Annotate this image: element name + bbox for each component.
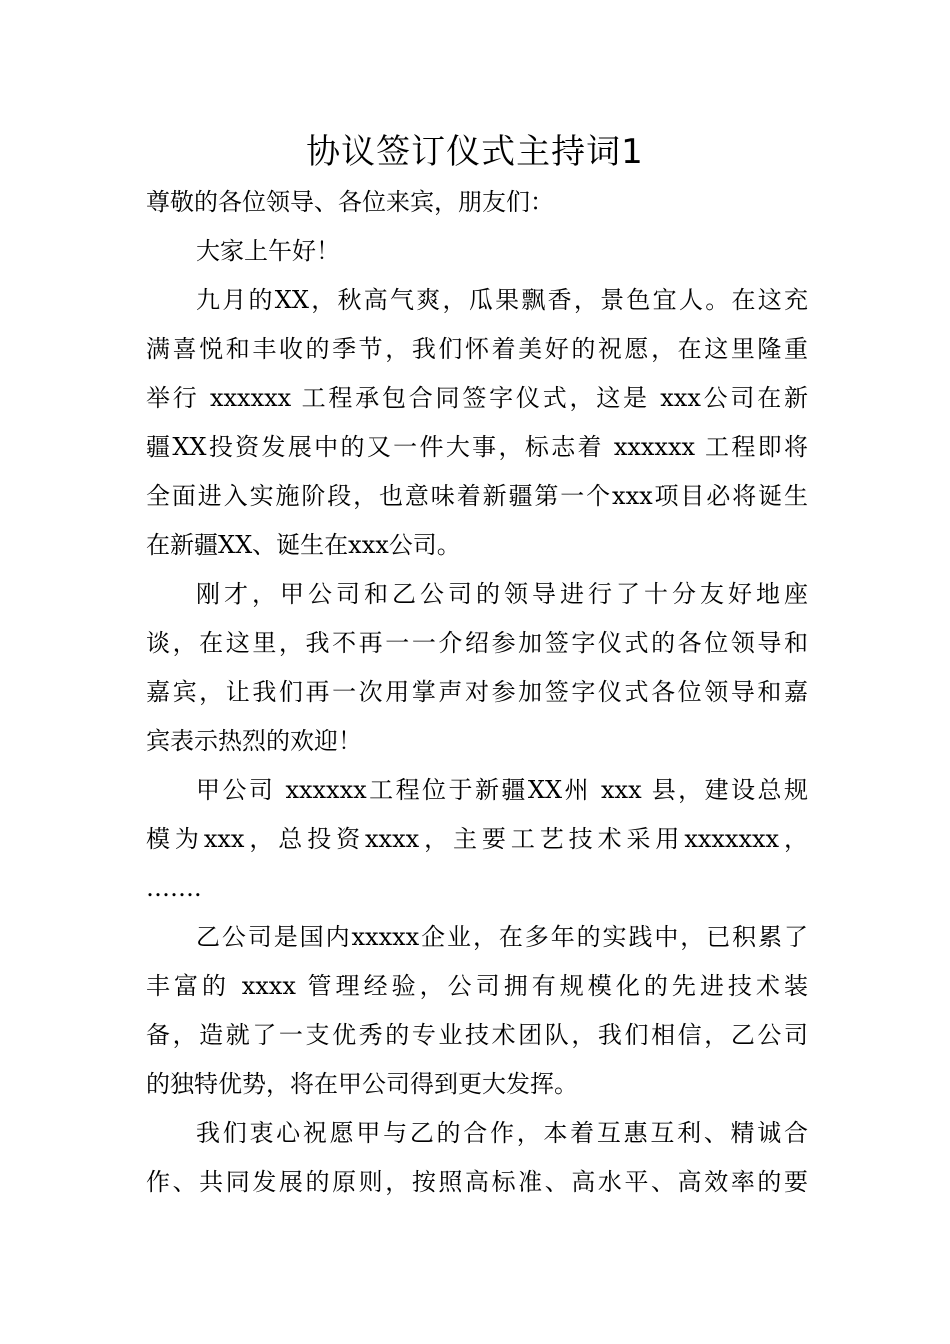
body-line: 谈，在这里，我不再一一介绍参加签字仪式的各位领导和 (146, 629, 808, 657)
body-line: 的独特优势，将在甲公司得到更大发挥。 (146, 1070, 578, 1098)
body-line: 刚才，甲公司和乙公司的领导进行了十分友好地座 (196, 580, 808, 608)
body-line: 满喜悦和丰收的季节，我们怀着美好的祝愿，在这里隆重 (146, 335, 808, 363)
body-line: 尊敬的各位领导、各位来宾，朋友们： (146, 188, 554, 216)
body-line: ……. (146, 874, 202, 902)
body-line: 备，造就了一支优秀的专业技术团队，我们相信，乙公司 (146, 1021, 808, 1049)
body-line: 丰富的 xxxx 管理经验，公司拥有规模化的先进技术装 (146, 972, 808, 1000)
document-title: 协议签订仪式主持词1 (306, 132, 644, 172)
body-line: 作、共同发展的原则，按照高标准、高水平、高效率的要 (146, 1168, 808, 1196)
body-line: 举行 xxxxxx 工程承包合同签字仪式，这是 xxx公司在新 (146, 384, 808, 412)
body-line: 九月的XX，秋高气爽，瓜果飘香，景色宜人。在这充 (196, 286, 808, 314)
body-line: 疆XX投资发展中的又一件大事，标志着 xxxxxx 工程即将 (146, 433, 808, 461)
body-line: 嘉宾，让我们再一次用掌声对参加签字仪式各位领导和嘉 (146, 678, 808, 706)
body-line: 大家上午好！ (196, 237, 340, 265)
document-body (146, 178, 808, 1207)
body-line: 在新疆XX、诞生在xxx公司。 (146, 531, 461, 559)
body-line: 甲公司 xxxxxx工程位于新疆XX州 xxx 县，建设总规 (196, 776, 808, 804)
body-line: 全面进入实施阶段，也意味着新疆第一个xxx项目必将诞生 (146, 482, 808, 510)
body-line: 我们衷心祝愿甲与乙的合作，本着互惠互利、精诚合 (196, 1119, 808, 1147)
body-line: 模为xxx，总投资xxxx，主要工艺技术采用xxxxxxx， (146, 825, 808, 853)
body-line: 宾表示热烈的欢迎！ (146, 727, 362, 755)
body-line: 乙公司是国内xxxxx企业，在多年的实践中，已积累了 (196, 923, 808, 951)
